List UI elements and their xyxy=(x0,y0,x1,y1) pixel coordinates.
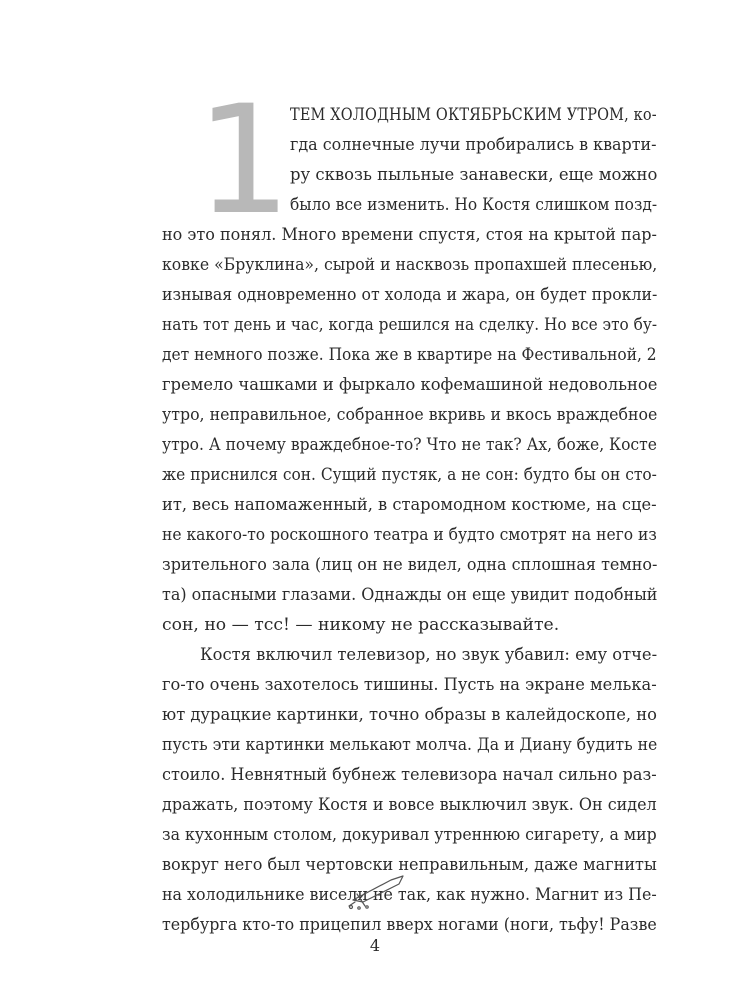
text-line: ру сквозь пыльные занавески, еще можно xyxy=(290,165,658,185)
text-line: нать тот день и час, когда решился на сделку. Но все это бу- xyxy=(162,315,658,335)
text-line: тербурга кто-то прицепил вверх ногами (ноги, тьфу! Разве xyxy=(162,915,657,935)
text-line: дражать, поэтому Костя и вовсе выключил звук. Он сидел xyxy=(162,795,657,815)
text-line: было все изменить. Но Костя слишком позд- xyxy=(290,195,658,215)
text-line: ют дурацкие картинки, точно образы в калейдоскопе, но xyxy=(162,705,657,725)
text-line: не какого-то роскошного театра и будто смотрят на него из xyxy=(162,525,657,545)
text-line: ит, весь напомаженный, в старомодном костюме, на сце- xyxy=(162,495,657,515)
chapter-number: 1 xyxy=(196,74,288,248)
text-line: на холодильнике висели не так, как нужно. Магнит из Пе- xyxy=(162,885,657,905)
text-line: та) опасными глазами. Однажды он еще увидит подобный xyxy=(162,585,658,605)
text-line: утро, неправильное, собранное вкривь и вкось враждебное xyxy=(162,405,658,425)
text-line: сон, но — тсс! — никому не рассказывайте. xyxy=(162,615,560,635)
text-line: го-то очень захотелось тишины. Пусть на экране мелька- xyxy=(162,675,657,695)
text-line: Костя включил телевизор, но звук убавил: ему отче- xyxy=(200,645,658,665)
text-line: гда солнечные лучи пробирались в кварти- xyxy=(290,135,657,155)
text-line: зрительного зала (лиц он не видел, одна сплошная темно- xyxy=(162,555,658,575)
text-line: же приснился сон. Сущий пустяк, а не сон: будто бы он сто- xyxy=(162,465,657,485)
text-line: пусть эти картинки мелькают молча. Да и Диану будить не xyxy=(162,735,658,755)
text-line: ТЕМ ХОЛОДНЫМ ОКТЯБРЬСКИМ УТРОМ, ко- xyxy=(290,105,657,125)
text-line: но это понял. Много времени спустя, стоя на крытой пар- xyxy=(162,225,657,245)
text-line: за кухонным столом, докуривал утреннюю сигарету, а мир xyxy=(162,825,657,845)
text-line: утро. А почему враждебное-то? Что не так? Ах, боже, Косте xyxy=(162,435,657,455)
page-number: 4 xyxy=(369,936,381,955)
dagger-icon xyxy=(343,872,413,912)
text-line: изнывая одновременно от холода и жара, он будет прокли- xyxy=(162,285,658,305)
text-line: дет немного позже. Пока же в квартире на Фестивальной, 2 xyxy=(162,345,657,365)
text-line: ковке «Бруклина», сырой и насквозь пропахшей плесенью, xyxy=(162,255,658,275)
text-line: вокруг него был чертовски неправильным, даже магниты xyxy=(162,855,657,875)
text-line: гремело чашками и фыркало кофемашиной недовольное xyxy=(162,375,658,395)
text-line: стоило. Невнятный бубнеж телевизора начал сильно раз- xyxy=(162,765,657,785)
